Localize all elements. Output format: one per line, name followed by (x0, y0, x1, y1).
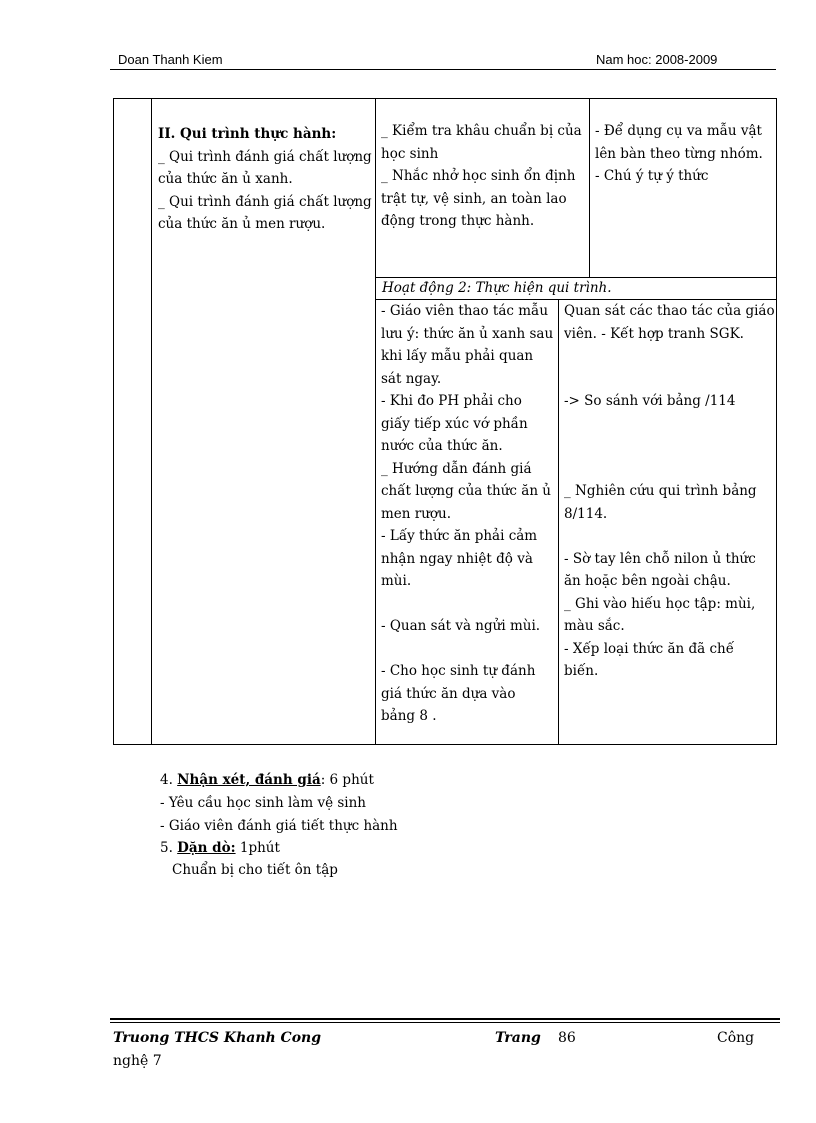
teacher-line: _ Hướng dẫn đánh giá (381, 460, 532, 477)
student-line: - Sờ tay lên chỗ nilon ủ thức (564, 550, 756, 567)
table-bottom-border (113, 744, 777, 745)
teacher-line: - Khi đo PH phải cho (381, 393, 522, 409)
student-line: - Để dụng cụ va mẫu vật (595, 123, 762, 139)
student-line: viên. - Kết hợp tranh SGK. (564, 325, 744, 342)
student-line: 8/114. (564, 505, 608, 522)
student-line: biến. (564, 663, 599, 679)
table-col3-top-border (589, 98, 590, 277)
student-activity-cell (595, 120, 775, 188)
activity2-title: Hoạt động 2: Thực hiện qui trình. (382, 280, 612, 296)
teacher-line (381, 638, 557, 661)
teacher-line: nước của thức ăn. (381, 438, 503, 454)
teacher-line: giá thức ăn dựa vào (381, 685, 516, 702)
item5-line-1: Chuẩn bị cho tiết ôn tập (172, 862, 338, 878)
student-procedure-cell (564, 300, 775, 683)
content-line: của thức ăn ủ xanh. (158, 171, 293, 187)
footer-page-number: 86 (558, 1030, 576, 1046)
teacher-line: học sinh (381, 145, 439, 162)
section-title: II. Qui trình thực hành: (158, 126, 337, 142)
content-cell (158, 123, 373, 236)
table-col2-border (375, 98, 376, 745)
item4-label: Nhận xét, đánh giá (177, 772, 321, 788)
student-line: _ Ghi vào hiếu học tập: mùi, (564, 595, 756, 612)
item4-line-1: - Yêu cầu học sinh làm vệ sinh (160, 795, 366, 811)
teacher-line: - Giáo viên thao tác mẫu (381, 303, 549, 319)
teacher-line: men rượu. (381, 505, 452, 522)
teacher-line: - Lấy thức ăn phải cảm (381, 528, 538, 544)
student-line: màu sắc. (564, 618, 625, 634)
item4-duration: : 6 phút (320, 772, 374, 788)
footer-page-label: Trang (495, 1030, 541, 1046)
table-col1-border (151, 98, 152, 745)
teacher-line: _ Nhắc nhở học sinh ổn định (381, 168, 576, 184)
teacher-line: lưu ý: thức ăn ủ xanh sau (381, 325, 554, 342)
table-col3-bottom-border (558, 299, 559, 745)
item4-line-2: - Giáo viên đánh giá tiết thực hành (160, 818, 398, 834)
teacher-line: trật tự, vệ sinh, an toàn lao (381, 190, 567, 207)
teacher-activity-cell (381, 120, 587, 233)
header-divider (110, 69, 776, 70)
student-line (564, 345, 775, 368)
item5-number: 5. (160, 840, 178, 856)
footer-school: Truong THCS Khanh Cong (113, 1030, 322, 1046)
teacher-procedure-cell (381, 300, 557, 728)
student-line: Quan sát các thao tác của giáo (564, 303, 775, 319)
header-author: Doan Thanh Kiem (118, 52, 223, 67)
teacher-line: chất lượng của thức ăn ủ (381, 483, 552, 499)
student-line (564, 413, 775, 436)
teacher-line: mùi. (381, 573, 412, 589)
teacher-line: _ Kiểm tra khâu chuẩn bị của (381, 123, 582, 139)
item5-duration: 1phút (235, 840, 280, 856)
student-line: _ Nghiên cứu qui trình bảng (564, 483, 757, 499)
header-school-year: Nam hoc: 2008-2009 (596, 52, 718, 67)
teacher-line: nhận ngay nhiệt độ và (381, 550, 533, 567)
table-left-border (113, 98, 114, 745)
teacher-line: khi lấy mẫu phải quan (381, 348, 534, 364)
student-line: - Xếp loại thức ăn đã chế (564, 640, 735, 657)
student-line: -> So sánh với bảng /114 (564, 393, 736, 409)
footer-divider-thick (110, 1018, 780, 1020)
teacher-line: - Quan sát và ngửi mùi. (381, 618, 541, 634)
teacher-line: động trong thực hành. (381, 213, 535, 229)
footer-subject-continued: nghệ 7 (113, 1053, 162, 1069)
teacher-line: - Cho học sinh tự đánh (381, 663, 536, 679)
student-line: ăn hoặc bên ngoài chậu. (564, 573, 731, 589)
student-line (564, 525, 775, 548)
student-line: lên bàn theo từng nhóm. (595, 145, 763, 162)
item4-heading (160, 769, 374, 792)
content-line: của thức ăn ủ men rượu. (158, 216, 326, 232)
footer-subject: Công (717, 1030, 755, 1046)
student-line (564, 435, 775, 458)
footer-divider-thin (110, 1022, 780, 1023)
student-line (564, 458, 775, 481)
item5-label: Dặn dò: (177, 840, 236, 856)
teacher-line: giấy tiếp xúc vớ phần (381, 415, 528, 432)
student-line (564, 368, 775, 391)
table-right-border (776, 98, 777, 745)
content-line: _ Qui trình đánh giá chất lượng (158, 193, 372, 210)
student-line: - Chú ý tự ý thức (595, 168, 709, 184)
table-top-border (113, 98, 777, 99)
content-line: _ Qui trình đánh giá chất lượng (158, 148, 372, 165)
item4-number: 4. (160, 772, 178, 788)
teacher-line: sát ngay. (381, 370, 442, 387)
teacher-line (381, 593, 557, 616)
teacher-line: bảng 8 . (381, 708, 437, 724)
item5-heading (160, 837, 280, 860)
